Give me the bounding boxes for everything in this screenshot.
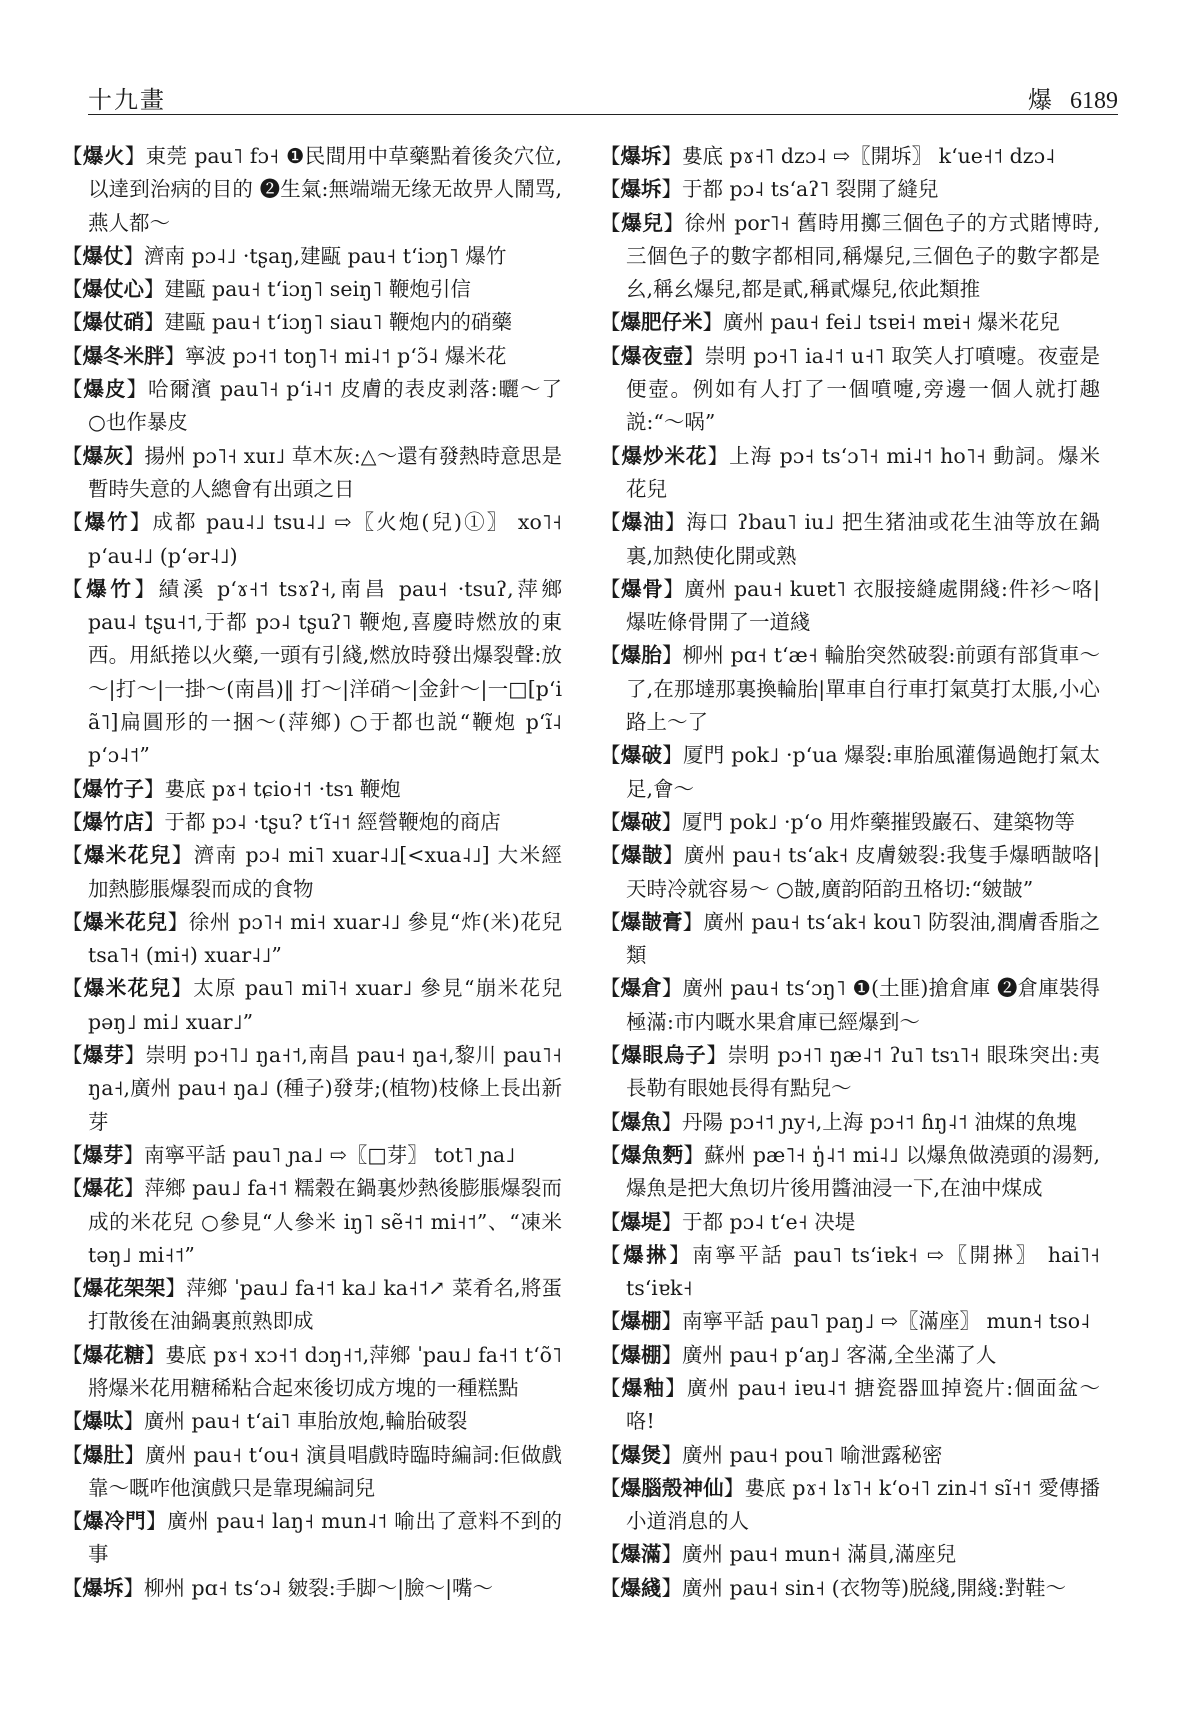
entry-definition: 廣州 pau˧ fei˩ tsɐi˧ mɐi˧ 爆米花兒 <box>723 310 1060 335</box>
entry-headword: 【爆冬米胖】 <box>62 343 185 368</box>
entry-headword: 【爆㨆】 <box>600 1242 693 1267</box>
dictionary-entry <box>600 1206 1100 1239</box>
entry-definition: 厦門 pok˩ ·pʻo 用炸藥摧毁巖石、建築物等 <box>682 809 1076 834</box>
entry-headword: 【爆芽】 <box>62 1142 144 1167</box>
entry-headword: 【爆胎】 <box>600 643 683 668</box>
entry-definition: 廣州 pau˧ sin˧ (衣物等)脱綫,開綫:對鞋～ <box>682 1575 1067 1600</box>
dictionary-entry <box>62 440 562 507</box>
dictionary-entry <box>62 373 562 440</box>
dictionary-entry <box>600 1572 1100 1605</box>
dictionary-entry <box>600 839 1100 906</box>
entry-headword: 【爆冷門】 <box>62 1509 168 1534</box>
dictionary-entry <box>62 340 562 373</box>
entry-headword: 【爆肥仔米】 <box>600 310 723 335</box>
right-column <box>600 140 1100 1700</box>
entry-definition: 廣州 pau˧ tsʻak˧ kou˥ 防裂油,潤膚香脂之類 <box>626 909 1100 968</box>
entry-headword: 【爆呔】 <box>62 1409 144 1434</box>
entry-definition: 太原 pau˥ mi˥˧ xuar˩ 參見“崩米花兒 pəŋ˩ mi˩ xuar˩” <box>88 976 562 1034</box>
entry-definition: 婁底 pɤ˧ lɤ˥˧ kʻo˧˥ zin˨˦ sĩ˧˦ 愛傳播小道消息的人 <box>626 1475 1100 1534</box>
entry-headword: 【爆滿】 <box>600 1542 682 1567</box>
entry-definition: 蘇州 pæ˥˧ ŋ̍˨˦ mi˨˩ 以爆魚做澆頭的湯麪,爆魚是把大魚切片後用醬油浸一下,在油中煤成 <box>626 1142 1100 1201</box>
entry-definition: 于都 pɔ˨ tʻe˧ 决堤 <box>682 1209 856 1234</box>
entry-headword: 【爆米花兒】 <box>62 976 194 1001</box>
dictionary-entry <box>600 440 1100 507</box>
entry-definition: 萍鄉 pau˩ fa˧˦ 糯穀在鍋裏炒熱後膨脹爆裂而成的米花兒 ○參見“人參米 iŋ˥ sẽ˧˦ mi˧˦”、“凍米 təŋ˩ mi˧˦” <box>88 1176 562 1267</box>
entry-headword: 【爆堤】 <box>600 1209 682 1234</box>
entry-headword: 【爆骨】 <box>600 576 685 601</box>
dictionary-entry <box>62 1339 562 1406</box>
entry-definition: 廣州 pau˧ pʻaŋ˩ 客滿,全坐滿了人 <box>682 1342 997 1367</box>
entry-headword: 【爆皵】 <box>600 843 684 868</box>
entry-headword: 【爆仗心】 <box>62 277 165 302</box>
entry-definition: 丹陽 pɔ˧˦ ɲy˧,上海 pɔ˧˦ ɦŋ˨˦ 油煤的魚塊 <box>682 1109 1077 1134</box>
entry-headword: 【爆坼】 <box>600 177 682 202</box>
dictionary-entry <box>600 140 1100 173</box>
dictionary-entry <box>600 1372 1100 1439</box>
entry-headword: 【爆夜壺】 <box>600 343 705 368</box>
entry-headword: 【爆腦殼神仙】 <box>600 1475 745 1500</box>
entry-definition: 徐州 por˥˧ 舊時用擲三個色子的方式賭博時,三個色子的數字都相同,稱爆兒,三個色子的數字都是幺,稱幺爆兒,都是貳,稱貳爆兒,依此類推 <box>626 210 1100 302</box>
entry-definition: 廣州 pau˧ laŋ˧ mun˨˦ 喻出了意料不到的事 <box>88 1509 562 1567</box>
dictionary-entry <box>62 1572 562 1605</box>
entry-headword: 【爆棚】 <box>600 1342 682 1367</box>
entry-definition: 南寧平話 pau˥ ɲa˩ ⇨〖□芽〗 tot˥ ɲa˩ <box>144 1142 516 1167</box>
entry-headword: 【爆灰】 <box>62 443 145 468</box>
entry-definition: 婁底 pɤ˧ xɔ˧˦ dɔŋ˧˦,萍鄉 ˈpau˩ fa˧˦ tʻõ˥ 將爆米花用糖稀粘合起來後切成方塊的一種糕點 <box>88 1342 562 1400</box>
dictionary-entry <box>600 306 1100 339</box>
entry-definition: 于都 pɔ˨ tsʻaʔ˥ 裂開了縫兒 <box>682 177 939 202</box>
entry-definition: 徐州 pɔ˥˧ mi˧ xuar˨˩ 參見“炸(米)花兒 tsa˥˧ (mi˧) xuar˨˩” <box>88 909 562 968</box>
dictionary-entry <box>62 839 562 906</box>
dictionary-entry <box>600 1339 1100 1372</box>
dictionary-entry <box>600 1538 1100 1571</box>
dictionary-entry <box>600 1305 1100 1338</box>
entry-headword: 【爆花架架】 <box>62 1276 187 1301</box>
dictionary-entry <box>600 573 1100 640</box>
entry-definition: 于都 pɔ˨ ·tʂu? tʻĩ˧˦ 經營鞭炮的商店 <box>164 809 501 834</box>
dictionary-entry <box>600 207 1100 307</box>
entry-definition: 婁底 pɤ˧˥ dzɔ˨ ⇨〖開坼〗 kʻue˧˦ dzɔ˨ <box>682 144 1056 168</box>
dictionary-entry <box>62 1505 562 1572</box>
page-number: 6189 <box>1070 88 1118 114</box>
header-rule <box>88 114 1118 115</box>
entry-definition: 萍鄉 ˈpau˩ fa˧˦ ka˩ ka˧˦↗ 菜肴名,將蛋打散後在油鍋裏煎熟即成 <box>88 1276 562 1334</box>
entry-definition: 廣州 pau˧ tsʻɔŋ˥ ❶(土匪)搶倉庫 ❷倉庫裝得極滿:市内嘅水果倉庫已經爆到～ <box>626 976 1100 1034</box>
entry-headword: 【爆米花兒】 <box>62 843 194 868</box>
entry-headword: 【爆芽】 <box>62 1043 146 1068</box>
entry-headword: 【爆破】 <box>600 809 682 834</box>
entry-definition: 上海 pɔ˧ tsʻɔ˥˧ mi˨˦ ho˥˧ 動詞。爆米花兒 <box>626 443 1100 501</box>
entry-definition: 厦門 pok˩ ·pʻua 爆裂:車胎風灌傷過飽打氣太足,會～ <box>626 743 1100 801</box>
dictionary-entry <box>600 1472 1100 1539</box>
dictionary-entry <box>600 1039 1100 1106</box>
page-header <box>88 78 1118 116</box>
header-right <box>1028 80 1118 115</box>
entry-definition: 廣州 pau˧ iɐu˨˦ 搪瓷器皿掉瓷片:個面盆～咯! <box>626 1375 1100 1434</box>
entry-headword: 【爆肚】 <box>62 1442 146 1467</box>
dictionary-entry <box>600 1106 1100 1139</box>
dictionary-entry <box>62 773 562 806</box>
entry-definition: 廣州 pau˧ kuɐt˥ 衣服接縫處開綫:件衫～咯|爆咗條骨開了一道綫 <box>626 576 1100 635</box>
entry-headword: 【爆炒米花】 <box>600 443 730 468</box>
entry-headword: 【爆綫】 <box>600 1575 682 1600</box>
dictionary-entry <box>600 972 1100 1039</box>
dictionary-entry <box>62 140 562 240</box>
entry-headword: 【爆坼】 <box>62 1575 144 1600</box>
dictionary-entry <box>62 1439 562 1506</box>
dictionary-entry <box>600 739 1100 806</box>
entry-headword: 【爆皮】 <box>62 377 148 402</box>
entry-definition: 南寧平話 pau˥ tsʻiɐk˧ ⇨〖開㨆〗 hai˥˧ tsʻiɐk˧ <box>626 1242 1100 1301</box>
entry-headword: 【爆竹店】 <box>62 809 165 834</box>
entry-definition: 廣州 pau˧ pou˥ 喻泄露秘密 <box>682 1442 943 1467</box>
entry-headword: 【爆米花兒】 <box>62 909 189 934</box>
dictionary-entry <box>600 1139 1100 1206</box>
left-column <box>62 140 562 1700</box>
entry-headword: 【爆眼烏子】 <box>600 1043 728 1068</box>
dictionary-entry <box>62 306 562 339</box>
dictionary-entry <box>62 506 562 573</box>
entry-definition: 崇明 pɔ˧˥ ia˨˦ u˧˥ 取笑人打噴嚏。夜壺是便壺。例如有人打了一個噴嚏,旁邊一個人就打趣説:“～㖞” <box>626 343 1100 435</box>
entry-definition: 柳州 pɑ˧ tʻæ˧ 輪胎突然破裂:前頭有部貨車～了,在那墶那裏換輪胎|單車自行車打氣莫打太脹,小心路上～了 <box>626 643 1100 735</box>
dictionary-entry <box>62 573 562 773</box>
dictionary-entry <box>62 1405 562 1438</box>
entry-headword: 【爆坼】 <box>600 144 682 168</box>
dictionary-entry <box>62 1139 562 1172</box>
entry-headword: 【爆竹】 <box>62 576 159 601</box>
entry-headword: 【爆兒】 <box>600 210 685 235</box>
dictionary-entry <box>600 340 1100 440</box>
dictionary-entry <box>62 906 562 973</box>
entry-headword: 【爆煲】 <box>600 1442 682 1467</box>
dictionary-entry <box>600 1239 1100 1306</box>
entry-definition: 海口 ʔbau˥ iu˩ 把生猪油或花生油等放在鍋裏,加熱使化開或熟 <box>626 510 1100 568</box>
entry-headword: 【爆魚麪】 <box>600 1142 705 1167</box>
dictionary-entry <box>600 806 1100 839</box>
entry-definition: 建甌 pau˧ tʻiɔŋ˥ seiŋ˥ 鞭炮引信 <box>164 277 471 302</box>
entry-headword: 【爆破】 <box>600 743 683 768</box>
entry-headword: 【爆竹子】 <box>62 776 165 801</box>
entry-headword: 【爆魚】 <box>600 1109 682 1134</box>
dictionary-entry <box>62 1172 562 1272</box>
dictionary-entry <box>600 506 1100 573</box>
entry-headword: 【爆仗】 <box>62 243 144 268</box>
dictionary-entry <box>600 906 1100 973</box>
entry-definition: 濟南 pɔ˨˩ ·tʂaŋ,建甌 pau˧ tʻiɔŋ˥ 爆竹 <box>144 243 507 268</box>
entry-headword: 【爆皵膏】 <box>600 909 704 934</box>
header-character: 爆 <box>1028 86 1052 114</box>
dictionary-entry <box>600 173 1100 206</box>
entry-definition: 廣州 pau˧ mun˧ 滿員,滿座兒 <box>682 1542 957 1567</box>
entry-headword: 【爆花糖】 <box>62 1342 166 1367</box>
entry-headword: 【爆倉】 <box>600 976 683 1001</box>
dictionary-entry <box>62 240 562 273</box>
entry-headword: 【爆火】 <box>62 144 146 168</box>
entry-definition: 廣州 pau˧ tsʻak˧ 皮膚皴裂:我隻手爆晒皵咯|天時冷就容易～ ○皵,廣韵陌韵丑格切:“皴皵” <box>626 843 1100 901</box>
dictionary-entry <box>62 972 562 1039</box>
entry-definition: 婁底 pɤ˧ tɕio˧˦ ·tsɿ 鞭炮 <box>164 776 401 801</box>
entry-headword: 【爆仗硝】 <box>62 310 165 335</box>
dictionary-entry <box>62 1039 562 1139</box>
entry-definition: 成都 pau˨˩ tsu˨˩ ⇨〖火炮(兒)①〗 xo˥˧ pʻau˨˩ (pʻər˨˩) <box>88 510 562 568</box>
entry-definition: 東莞 pau˥ fɔ˧ ❶民間用中草藥點着後灸穴位,以達到治病的目的 ❷生氣:無端端无缘无故畀人鬧骂,燕人都～ <box>88 144 562 235</box>
entry-definition: 哈爾濱 pau˥˧ pʻi˨˦ 皮膚的表皮剥落:曬～了 ○也作暴皮 <box>88 377 562 435</box>
entry-headword: 【爆油】 <box>600 510 687 535</box>
entry-headword: 【爆棚】 <box>600 1309 682 1334</box>
entry-definition: 建甌 pau˧ tʻiɔŋ˥ siau˥ 鞭炮内的硝藥 <box>164 310 512 335</box>
entry-definition: 廣州 pau˧ tʻou˧ 演員唱戲時臨時編詞:佢做戲靠～嘅咋他演戲只是靠現編詞兒 <box>88 1442 562 1500</box>
dictionary-entry <box>62 273 562 306</box>
dictionary-entry <box>600 639 1100 739</box>
entry-definition: 崇明 pɔ˧˥˩ ŋa˧˦,南昌 pau˧ ŋa˧,黎川 pau˥˧ ŋa˧,廣州 pau˧ ŋa˩ (種子)發芽;(植物)枝條上長出新芽 <box>88 1043 562 1134</box>
dictionary-entry <box>62 1272 562 1339</box>
entry-definition: 濟南 pɔ˨ mi˥ xuar˨˩[<xua˨˩] 大米經加熱膨脹爆裂而成的食物 <box>88 843 562 901</box>
entry-headword: 【爆釉】 <box>600 1375 687 1400</box>
entry-headword: 【爆竹】 <box>62 510 153 535</box>
entry-definition: 崇明 pɔ˧˥ ŋæ˨˦ ʔu˥ tsɿ˥˧ 眼珠突出:夷長勒有眼她長得有點兒～ <box>626 1043 1100 1101</box>
stroke-count-section: 十九畫 <box>88 86 166 114</box>
entry-definition: 廣州 pau˧ tʻai˥ 車胎放炮,輪胎破裂 <box>144 1409 468 1434</box>
entry-definition: 揚州 pɔ˥˧ xuɪ˩ 草木灰:△～還有發熱時意思是暫時失意的人總會有出頭之日 <box>88 443 562 501</box>
dictionary-entry <box>600 1439 1100 1472</box>
entry-definition: 績溪 pʻɤ˧˦ tsɤʔ˧,南昌 pau˧ ·tsuʔ,萍鄉 pau˨ tʂu˧˦,于都 pɔ˨ tʂuʔ˥ 鞭炮,喜慶時燃放的東西。用紙捲以火藥,一頭有引綫,燃放時發出爆裂聲:放～|打～|一掛～(南昌)‖ 打～|洋硝～|金針～|一□[pʻi ã˥]扁圓形的一捆～(萍鄉) ○于都也説“鞭炮 pʻĩ˨ pʻɔ˨˦” <box>88 576 562 768</box>
entry-definition: 南寧平話 pau˥ paŋ˩ ⇨〖滿座〗 mun˧ tso˨ <box>682 1309 1091 1334</box>
entry-headword: 【爆花】 <box>62 1176 145 1201</box>
entry-definition: 寧波 pɔ˧˦ toŋ˥˧ mi˨˦ pʻɔ̃˨ 爆米花 <box>185 343 507 368</box>
entry-definition: 柳州 pɑ˧ tsʻɔ˨ 皴裂:手脚～|臉～|嘴～ <box>144 1575 493 1600</box>
dictionary-entry <box>62 806 562 839</box>
